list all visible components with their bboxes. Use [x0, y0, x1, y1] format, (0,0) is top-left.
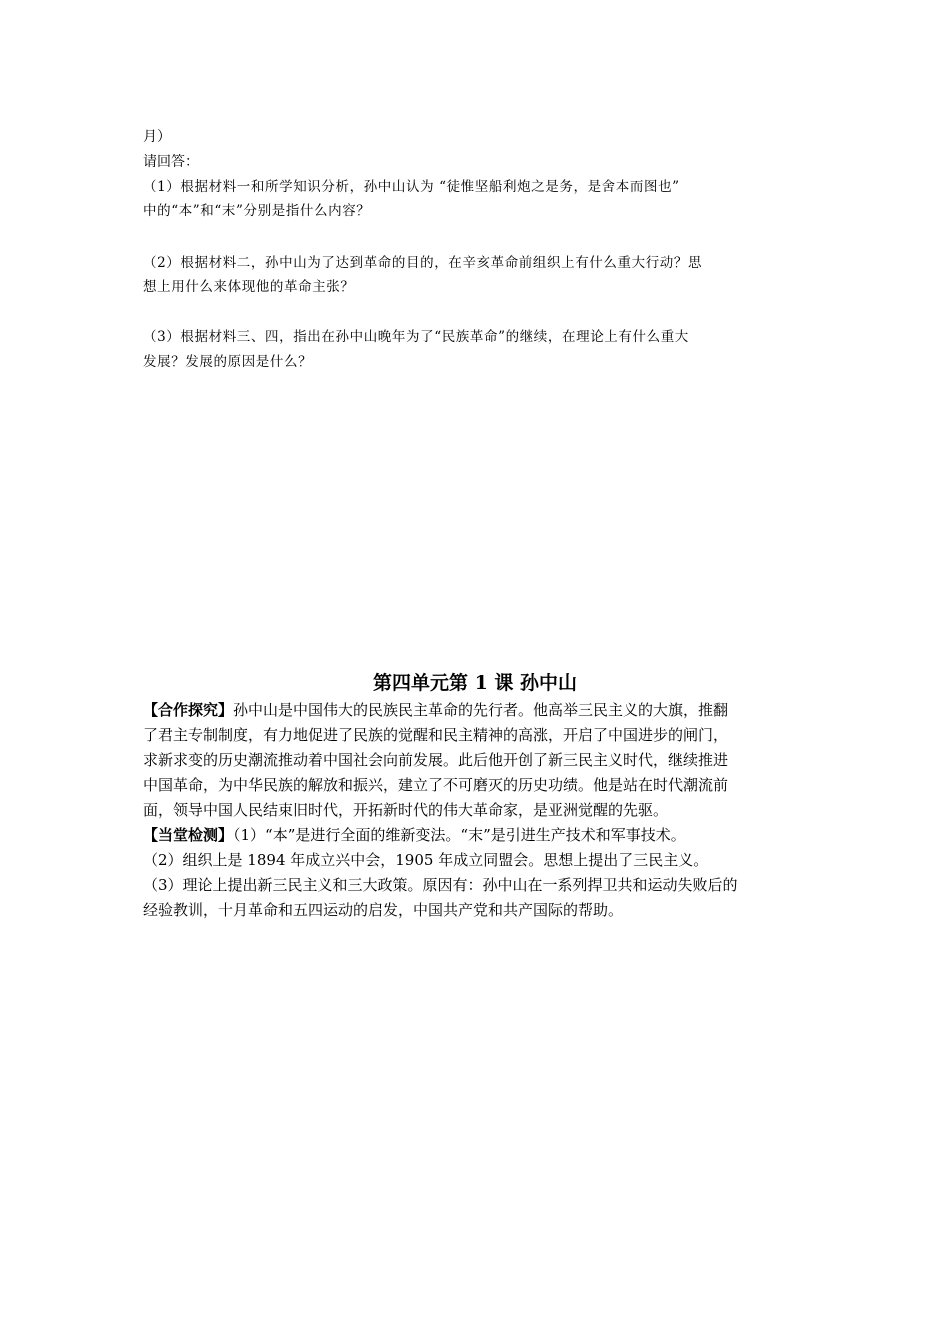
- explore-paragraph-line-2: 了君主专制制度，有力地促进了民族的觉醒和民主精神的高涨，开启了中国进步的闸门，: [143, 726, 729, 744]
- check-line-4: 经验教训，十月革命和五四运动的启发，中国共产党和共产国际的帮助。: [143, 901, 624, 919]
- question-2-line-2: 想上用什么来体现他的革命主张？: [143, 279, 355, 295]
- question-2-line-1: （2）根据材料二，孙中山为了达到革命的目的，在辛亥革命前组织上有什么重大行动？思: [143, 255, 703, 271]
- question-3-line-1: （3）根据材料三、四，指出在孙中山晚年为了“民族革命”的继续，在理论上有什么重大: [143, 329, 689, 345]
- explore-paragraph-line-3: 求新求变的历史潮流推动着中国社会向前发展。此后他开创了新三民主义时代，继续推进: [143, 751, 729, 769]
- explore-paragraph-line-4: 中国革命，为中华民族的解放和振兴，建立了不可磨灭的历史功绩。他是站在时代潮流前: [143, 776, 729, 794]
- explore-text: 孙中山是中国伟大的民族民主革命的先行者。他高举三民主义的大旗，推翻: [233, 701, 729, 719]
- section-title: 第四单元第 1 课 孙中山: [372, 672, 578, 694]
- explore-paragraph-line-5: 面，领导中国人民结束旧时代，开拓新时代的伟大革命家，是亚洲觉醒的先驱。: [143, 801, 669, 819]
- explore-paragraph-line-1: [143, 699, 728, 721]
- question-3-line-2: 发展？发展的原因是什么？: [143, 354, 313, 370]
- text-line: 月）: [143, 129, 171, 145]
- prompt-line: 请回答：: [143, 154, 199, 170]
- check-line-1: [143, 824, 686, 846]
- check-text: （1）“本”是进行全面的维新变法。“末”是引进生产技术和军事技术。: [233, 826, 686, 844]
- check-line-2: （2）组织上是 1894 年成立兴中会，1905 年成立同盟会。思想上提出了三民主义。: [143, 851, 709, 869]
- explore-label: 【合作探究】: [143, 701, 234, 719]
- question-1-line-1: （1）根据材料一和所学知识分析，孙中山认为 “徒惟坚船利炮之是务，是舍本而图也”: [143, 179, 680, 195]
- check-label: 【当堂检测】: [143, 826, 234, 844]
- check-line-3: （3）理论上提出新三民主义和三大政策。原因有：孙中山在一系列捍卫共和运动失败后的: [143, 876, 738, 894]
- question-1-line-2: 中的“本”和“末”分别是指什么内容？: [143, 203, 371, 219]
